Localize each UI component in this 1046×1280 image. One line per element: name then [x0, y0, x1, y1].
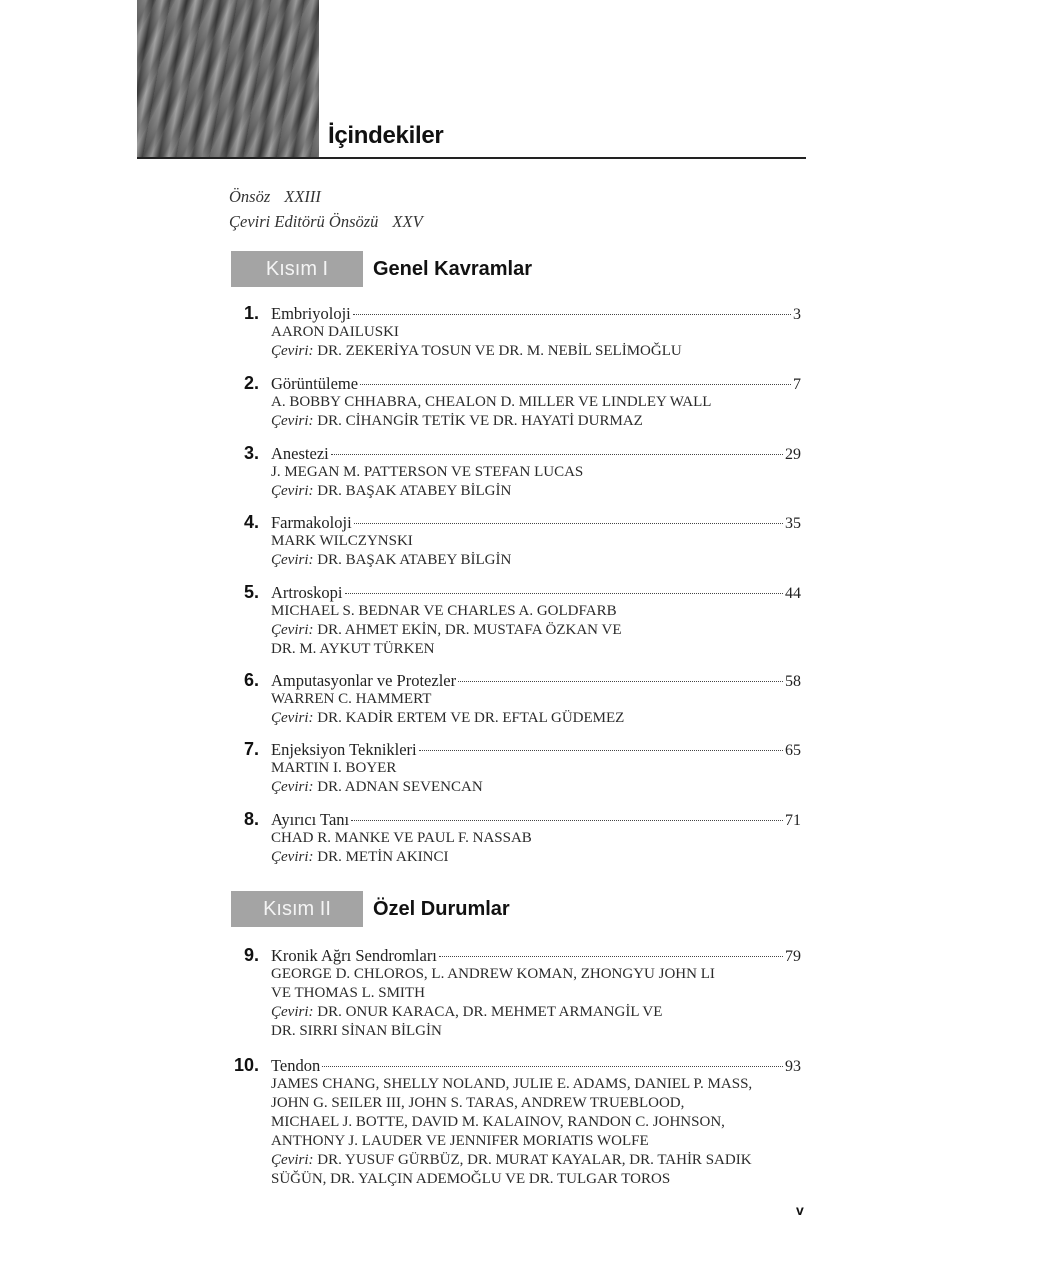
chapter-page: 79: [785, 948, 801, 965]
toc-entry-5[interactable]: [229, 582, 801, 659]
translator-line: [271, 709, 801, 728]
toc-entry-4[interactable]: [229, 512, 801, 570]
front-matter-translator-preface[interactable]: [229, 212, 423, 232]
translator-line: [271, 551, 801, 570]
chapter-title: Kronik Ağrı Sendromları: [271, 946, 437, 965]
toc-entry-8[interactable]: [229, 809, 801, 867]
chapter-title: Amputasyonlar ve Protezler: [271, 671, 457, 690]
front-matter-label: Önsöz: [229, 187, 271, 206]
chapter-title: Ayırıcı Tanı: [271, 810, 350, 829]
translator-label: Çeviri:: [271, 483, 314, 499]
chapter-title: Artroskopi: [271, 583, 343, 602]
translator-names: DR. ZEKERİYA TOSUN VE DR. M. NEBİL SELİMOĞLU: [317, 343, 682, 359]
part-header-2: [231, 891, 510, 927]
author-line: J. MEGAN M. PATTERSON VE STEFAN LUCAS: [271, 464, 584, 480]
chapter-page: 65: [785, 742, 801, 759]
author-line: CHAD R. MANKE VE PAUL F. NASSAB: [271, 830, 532, 846]
translator-label: Çeviri:: [271, 710, 314, 726]
part-badge: Kısım I: [231, 251, 363, 287]
author-line: A. BOBBY CHHABRA, CHEALON D. MILLER VE LINDLEY WALL: [271, 394, 712, 410]
translator-label: Çeviri:: [271, 622, 314, 638]
chapter-page: 93: [785, 1058, 801, 1075]
toc-entry-3[interactable]: [229, 443, 801, 501]
chapter-page: 71: [785, 812, 801, 829]
author-line: MARK WILCZYNSKI: [271, 533, 413, 549]
chapter-number: 8.: [243, 809, 259, 829]
page-title: İçindekiler: [328, 122, 444, 149]
author-line: AARON DAILUSKI: [271, 324, 399, 340]
chapter-number: 9.: [243, 945, 259, 965]
chapter-title: Görüntüleme: [271, 374, 359, 393]
translator-label: Çeviri:: [271, 849, 314, 865]
translator-line-continued: DR. SIRRI SİNAN BİLGİN: [271, 1023, 442, 1039]
dot-leader: [351, 820, 783, 821]
chapter-number: 10.: [233, 1055, 259, 1075]
author-line: WARREN C. HAMMERT: [271, 691, 432, 707]
chapter-page: 58: [785, 673, 801, 690]
author-line-continued: ANTHONY J. LAUDER VE JENNIFER MORIATIS WOLFE: [271, 1133, 649, 1149]
author-line-continued: VE THOMAS L. SMITH: [271, 985, 425, 1001]
translator-label: Çeviri:: [271, 552, 314, 568]
translator-line: [271, 1151, 801, 1170]
chapter-title: Farmakoloji: [271, 513, 352, 532]
translator-names: DR. CİHANGİR TETİK VE DR. HAYATİ DURMAZ: [317, 413, 643, 429]
dot-leader: [345, 593, 784, 594]
chapter-title: Anestezi: [271, 444, 329, 463]
translator-line-continued: DR. M. AYKUT TÜRKEN: [271, 641, 435, 657]
translator-line: [271, 412, 801, 431]
translator-names: DR. BAŞAK ATABEY BİLGİN: [317, 483, 512, 499]
toc-entry-9[interactable]: [229, 945, 801, 1041]
translator-names: DR. YUSUF GÜRBÜZ, DR. MURAT KAYALAR, DR. TAHİR SADIK: [317, 1152, 752, 1168]
toc-entry-1[interactable]: [229, 303, 801, 361]
dot-leader: [331, 454, 783, 455]
chapter-page: 3: [793, 306, 801, 323]
author-line: MICHAEL S. BEDNAR VE CHARLES A. GOLDFARB: [271, 603, 617, 619]
part-title: Genel Kavramlar: [373, 257, 532, 280]
translator-names: DR. KADİR ERTEM VE DR. EFTAL GÜDEMEZ: [317, 710, 625, 726]
front-matter-preface[interactable]: [229, 187, 321, 207]
translator-names: DR. AHMET EKİN, DR. MUSTAFA ÖZKAN VE: [317, 622, 622, 638]
chapter-title: Enjeksiyon Teknikleri: [271, 740, 417, 759]
translator-label: Çeviri:: [271, 413, 314, 429]
part-badge: Kısım II: [231, 891, 363, 927]
author-line: JAMES CHANG, SHELLY NOLAND, JULIE E. ADAMS, DANIEL P. MASS,: [271, 1076, 753, 1092]
dot-leader: [439, 956, 783, 957]
front-matter-page: XXV: [392, 212, 423, 231]
translator-label: Çeviri:: [271, 779, 314, 795]
author-line: MARTIN I. BOYER: [271, 760, 397, 776]
author-line-continued: JOHN G. SEILER III, JOHN S. TARAS, ANDREW TRUEBLOOD,: [271, 1095, 685, 1111]
translator-line: [271, 778, 801, 797]
part-title: Özel Durumlar: [373, 897, 510, 920]
translator-line: [271, 1003, 801, 1022]
dot-leader: [322, 1066, 783, 1067]
part-header-1: [231, 251, 532, 287]
translator-line: [271, 848, 801, 867]
toc-entry-6[interactable]: [229, 670, 801, 728]
chapter-number: 5.: [243, 582, 259, 602]
author-line: GEORGE D. CHLOROS, L. ANDREW KOMAN, ZHONGYU JOHN LI: [271, 966, 715, 982]
front-matter-label: Çeviri Editörü Önsözü: [229, 212, 379, 231]
translator-label: Çeviri:: [271, 1152, 314, 1168]
toc-entry-2[interactable]: [229, 373, 801, 431]
chapter-number: 6.: [243, 670, 259, 690]
toc-entry-10[interactable]: [229, 1055, 801, 1189]
page-number: v: [796, 1202, 804, 1218]
chapter-number: 4.: [243, 512, 259, 532]
chapter-page: 29: [785, 446, 801, 463]
header-texture-image: [137, 0, 319, 158]
chapter-page: 44: [785, 585, 801, 602]
translator-names: DR. ONUR KARACA, DR. MEHMET ARMANGİL VE: [317, 1004, 663, 1020]
translator-line: [271, 342, 801, 361]
translator-names: DR. ADNAN SEVENCAN: [317, 779, 483, 795]
chapter-title: Embriyoloji: [271, 304, 351, 323]
translator-line-continued: SÜĞÜN, DR. YALÇIN ADEMOĞLU VE DR. TULGAR TOROS: [271, 1171, 671, 1187]
translator-line: [271, 621, 801, 640]
translator-names: DR. BAŞAK ATABEY BİLGİN: [317, 552, 512, 568]
translator-names: DR. METİN AKINCI: [317, 849, 449, 865]
dot-leader: [354, 523, 783, 524]
front-matter-page: XXIII: [284, 187, 321, 206]
chapter-page: 7: [793, 376, 801, 393]
dot-leader: [353, 314, 791, 315]
chapter-number: 2.: [243, 373, 259, 393]
chapter-number: 7.: [243, 739, 259, 759]
translator-label: Çeviri:: [271, 1004, 314, 1020]
chapter-title: Tendon: [271, 1056, 321, 1075]
toc-entry-7[interactable]: [229, 739, 801, 797]
chapter-number: 3.: [243, 443, 259, 463]
dot-leader: [419, 750, 783, 751]
author-line-continued: MICHAEL J. BOTTE, DAVID M. KALAINOV, RANDON C. JOHNSON,: [271, 1114, 725, 1130]
title-rule: [137, 157, 806, 159]
dot-leader: [458, 681, 783, 682]
dot-leader: [360, 384, 791, 385]
translator-line: [271, 482, 801, 501]
translator-label: Çeviri:: [271, 343, 314, 359]
chapter-number: 1.: [243, 303, 259, 323]
chapter-page: 35: [785, 515, 801, 532]
